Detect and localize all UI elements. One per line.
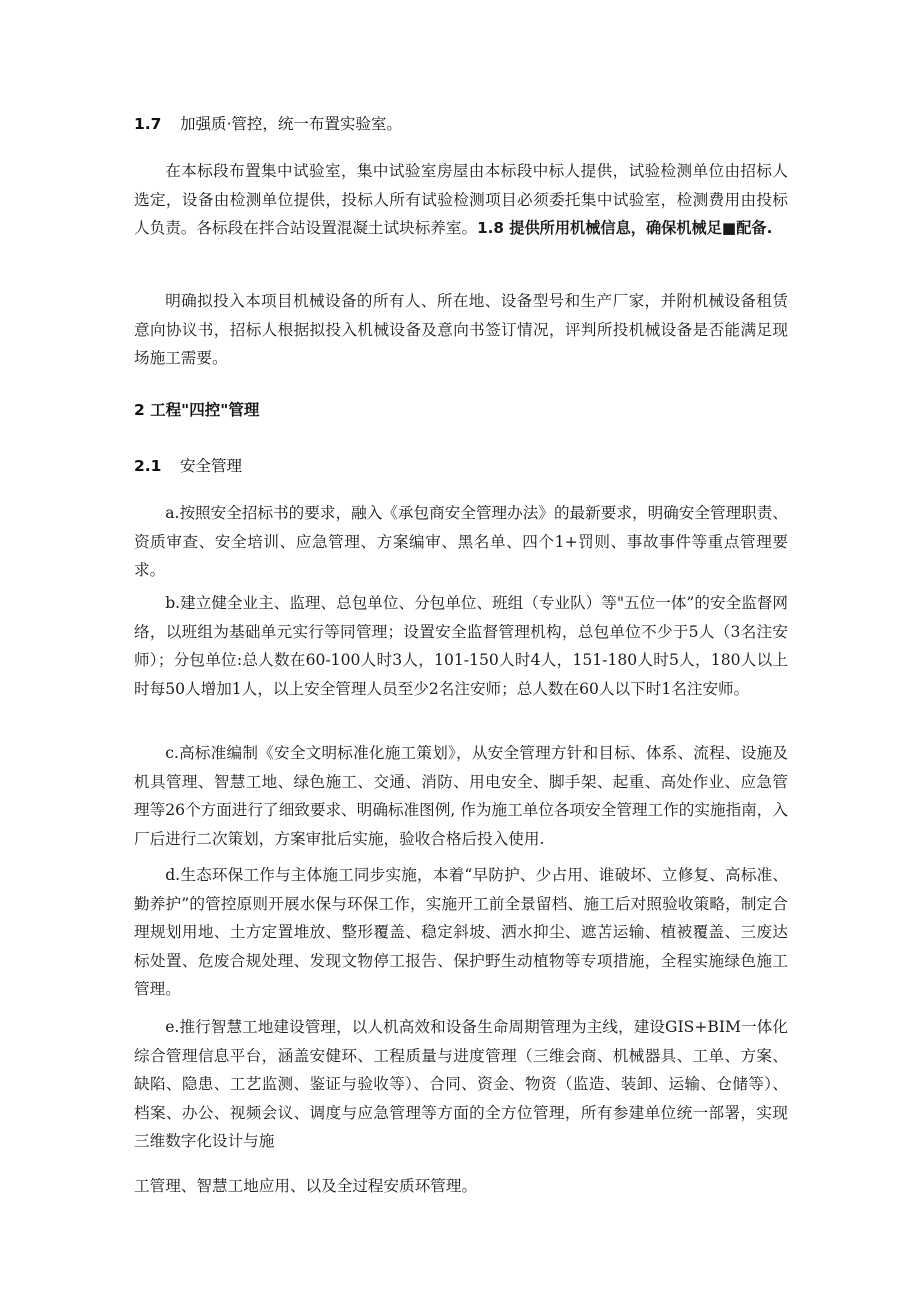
heading-2-1-number: 2.1 <box>134 457 162 475</box>
heading-2-title: 2 工程"四控"管理 <box>134 401 260 419</box>
paragraph-d: d.生态环保工作与主体施工同步实施，本着“早防护、少占用、谁破坏、立修复、高标准、勤养护”的管控原则开展水保与环保工作，实施开工前全景留档、施工后对照验收策略，制定合理规划用地、土方定置堆放、整形覆盖、稳定斜坡、洒水抑尘、遮苫运输、植被覆盖、三废达标处置、危废合规处理、发现文物停工报告、保护野生动植物等专项措施，全程实施绿色施工管理。 <box>134 866 788 999</box>
paragraph-lab <box>134 157 788 243</box>
paragraph-machinery: 明确拟投入本项目机械设备的所有人、所在地、设备型号和生产厂家，并附机械设备租赁意向协议书，招标人根据拟投入机械设备及意向书签订情况，评判所投机械设备是否能满足现场施工需要。 <box>134 292 788 368</box>
heading-2-1 <box>134 454 242 476</box>
heading-1-7 <box>134 112 402 134</box>
heading-1-8-inline: 1.8 提供所用机械信息，确保机械足■配备. <box>477 219 773 238</box>
paragraph-e-continuation: 工管理、智慧工地应用、以及全过程安质环管理。 <box>134 1177 478 1195</box>
paragraph-e: e.推行智慧工地建设管理，以人机高效和设备生命周期管理为主线，建设GIS+BIM一体化综合管理信息平台，涵盖安健环、工程质量与进度管理（三维会商、机械器具、工单、方案、缺陷、隐患、工艺监测、鉴证与验收等）、合同、资金、物资（监造、装卸、运输、仓储等）、档案、办公、视频会议、调度与应急管理等方面的全方位管理，所有参建单位统一部署，实现三维数字化设计与施 <box>134 1018 788 1151</box>
heading-1-7-title: 加强质·管控，统一布置实验室。 <box>180 115 402 133</box>
paragraph-lab-text: 在本标段布置集中试验室，集中试验室房屋由本标段中标人提供，试验检测单位由招标人选定，设备由检测单位提供，投标人所有试验检测项目必须委托集中试验室，检测费用由投标人负责。各标段在拌合站设置混凝土试块标养室。 <box>134 162 788 238</box>
heading-2 <box>134 398 259 420</box>
paragraph-b: b.建立健全业主、监理、总包单位、分包单位、班组（专业队）等"五位一体”的安全监督网络，以班组为基础单元实行等同管理；设置安全监督管理机构，总包单位不少于5人（3名注安师）；分包单位:总人数在60-100人时3人，101-150人时4人，151-180人时5人，180人以上时每50人增加1人，以上安全管理人员至少2名注安师；总人数在60人以下时1名注安师。 <box>134 594 788 698</box>
heading-1-7-number: 1.7 <box>134 115 162 133</box>
paragraph-a: a.按照安全招标书的要求，融入《承包商安全管理办法》的最新要求，明确安全管理职责、资质审查、安全培训、应急管理、方案编审、黑名单、四个1+罚则、事故事件等重点管理要求。 <box>134 504 788 580</box>
heading-2-1-title: 安全管理 <box>180 457 243 475</box>
paragraph-c: c.高标准编制《安全文明标准化施工策划》，从安全管理方针和目标、体系、流程、设施及机具管理、智慧工地、绿色施工、交通、消防、用电安全、脚手架、起重、高处作业、应急管理等26个方面进行了细致要求、明确标准图例, 作为施工单位各项安全管理工作的实施指南，入厂后进行二次策划，方案审批后实施，验收合格后投入使用. <box>134 744 788 848</box>
